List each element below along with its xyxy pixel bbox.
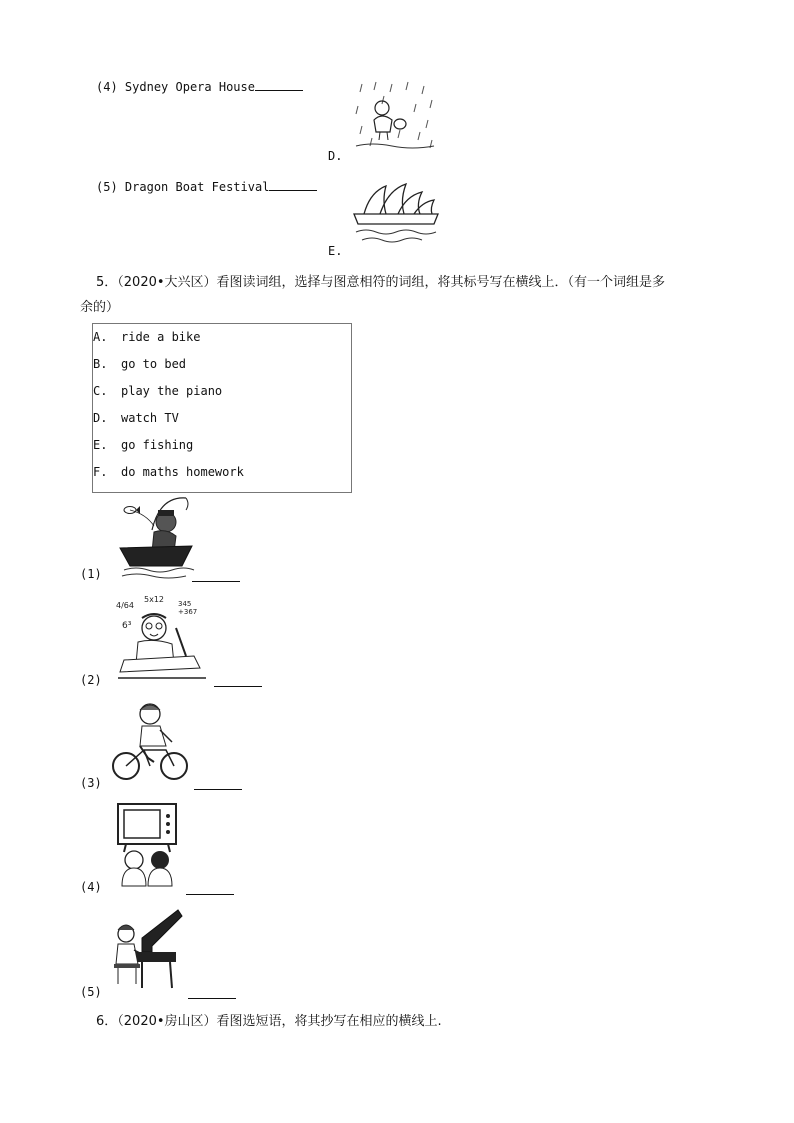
item-1: [80, 567, 102, 581]
answer-blank-3[interactable]: [194, 779, 242, 790]
math-doodle-5: 6³: [122, 621, 132, 631]
answer-blank[interactable]: [269, 180, 317, 191]
answer-blank-1[interactable]: [192, 571, 240, 582]
item-5-num: (5): [80, 985, 102, 999]
rainy-day-picture: [352, 80, 438, 152]
fishing-picture: [116, 490, 196, 578]
item-4: [80, 880, 102, 894]
option-letter-d: D.: [328, 149, 343, 163]
math-doodle-3: 345: [178, 600, 192, 608]
math-doodle-2: 5x12: [144, 595, 165, 604]
answer-blank[interactable]: [255, 80, 303, 91]
prev-item-5-num: (5): [96, 180, 118, 194]
maths-homework-picture: [114, 594, 214, 682]
q5-instruction-line1: 看图读词组，选择与图意相符的词组，将其标号写在横线上．（有一个词组是多: [216, 275, 666, 290]
math-doodle-1: 4/64: [116, 601, 134, 610]
math-doodle-4: +367: [178, 608, 198, 616]
option-e: E. go fishing: [93, 438, 194, 452]
q6-source: （2020•房山区）: [117, 1014, 217, 1029]
prev-item-4-num: (4): [96, 80, 118, 94]
play-piano-picture: [112, 908, 184, 992]
q5-instruction: [96, 271, 736, 290]
item-3: [80, 776, 102, 790]
option-letter-e: E.: [328, 244, 343, 258]
option-f: F. do maths homework: [93, 465, 244, 479]
item-4-num: (4): [80, 880, 102, 894]
option-a: A. ride a bike: [93, 330, 201, 344]
q5-source: （2020•大兴区）: [117, 275, 217, 290]
answer-blank-4[interactable]: [186, 884, 234, 895]
q5-number: 5．: [96, 275, 118, 290]
option-c: C. play the piano: [93, 384, 223, 398]
q6-instruction: [96, 1010, 736, 1029]
item-1-num: (1): [80, 567, 102, 581]
answer-blank-2[interactable]: [214, 676, 262, 687]
answer-blank-5[interactable]: [188, 988, 236, 999]
option-d: D. watch TV: [93, 411, 179, 425]
q6-instruction-text: 看图选短语，将其抄写在相应的横线上.: [216, 1014, 442, 1029]
item-2-num: (2): [80, 673, 102, 687]
option-b: B. go to bed: [93, 357, 187, 371]
watch-tv-picture: [114, 802, 180, 888]
prev-item-5-text: Dragon Boat Festival: [124, 180, 270, 194]
ride-bike-picture: [110, 700, 190, 784]
opera-house-picture: [352, 180, 440, 248]
prev-item-4-text: Sydney Opera House: [124, 80, 255, 94]
item-3-num: (3): [80, 776, 102, 790]
q5-instruction-cont: 余的）: [80, 300, 120, 315]
prev-item-4: [96, 80, 303, 94]
prev-item-5: [96, 180, 317, 194]
options-box: [92, 323, 352, 493]
item-5: [80, 985, 102, 999]
item-2: [80, 673, 102, 687]
q6-number: 6．: [96, 1014, 118, 1029]
